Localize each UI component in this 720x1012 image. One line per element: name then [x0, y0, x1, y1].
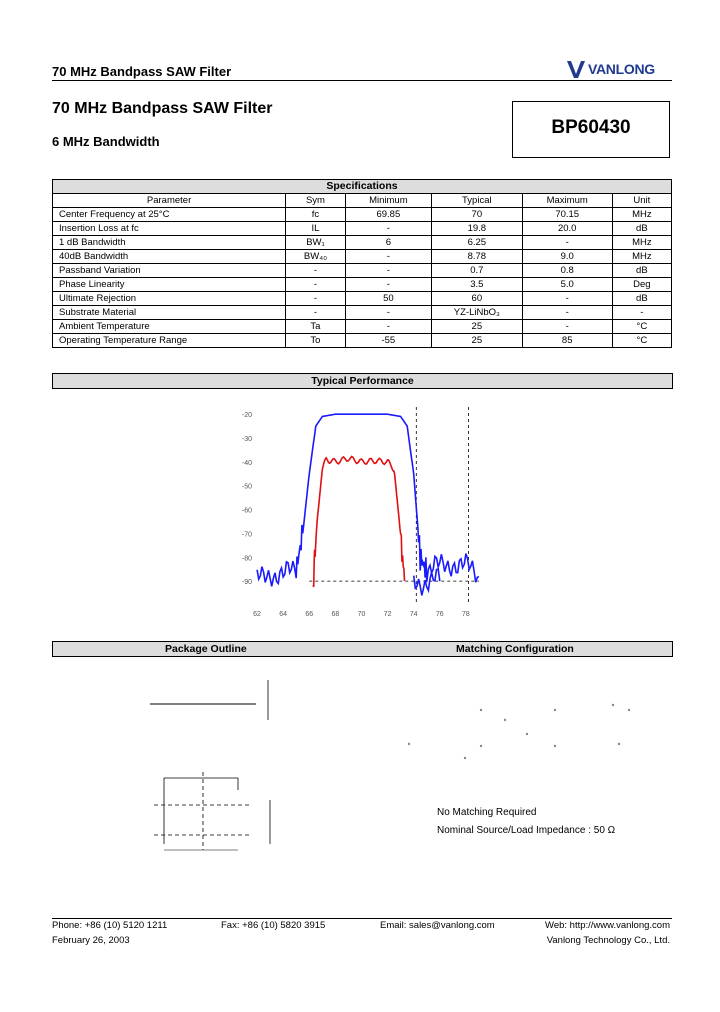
frequency-response-chart — [230, 405, 500, 620]
table-cell: Ta — [286, 320, 346, 334]
table-cell: Deg — [612, 278, 671, 292]
specifications-caption: Specifications — [53, 180, 672, 194]
series-line — [313, 457, 404, 587]
table-cell: - — [345, 222, 431, 236]
table-cell: 60 — [431, 292, 522, 306]
series-line — [257, 414, 479, 586]
package-outline-drawing — [140, 672, 290, 862]
table-cell: Passband Variation — [53, 264, 286, 278]
x-tick-label: 70 — [357, 611, 366, 618]
y-tick-label: -40 — [241, 459, 252, 467]
y-tick-label: -20 — [241, 412, 252, 420]
table-cell: Ambient Temperature — [53, 320, 286, 334]
specifications-body — [53, 194, 672, 348]
table-cell: YZ-LiNbO₃ — [431, 306, 522, 320]
impedance-note: Nominal Source/Load Impedance : 50 Ω — [437, 825, 616, 836]
table-cell: dB — [612, 264, 671, 278]
x-tick-label: 72 — [383, 611, 392, 618]
column-header: Maximum — [522, 194, 612, 208]
table-cell: MHz — [612, 236, 671, 250]
table-row — [53, 250, 672, 264]
footer-web[interactable]: Web: http://www.vanlong.com — [545, 920, 670, 931]
table-cell: 25 — [431, 320, 522, 334]
footer-fax: Fax: +86 (10) 5820 3915 — [221, 920, 326, 931]
table-cell: Substrate Material — [53, 306, 286, 320]
y-tick-label: -70 — [241, 531, 252, 539]
footer-email[interactable]: Email: sales@vanlong.com — [380, 920, 495, 931]
table-cell: 19.8 — [431, 222, 522, 236]
brand-logo — [566, 58, 672, 80]
table-row — [53, 208, 672, 222]
column-header: Minimum — [345, 194, 431, 208]
x-tick-label: 78 — [461, 611, 470, 618]
product-title: 70 MHz Bandpass SAW Filter — [52, 100, 273, 117]
table-cell: - — [286, 292, 346, 306]
table-cell: - — [286, 264, 346, 278]
table-cell: Insertion Loss at fc — [53, 222, 286, 236]
table-cell: 20.0 — [522, 222, 612, 236]
table-row — [53, 292, 672, 306]
table-cell: °C — [612, 334, 671, 348]
table-cell: 70 — [431, 208, 522, 222]
table-cell: - — [522, 320, 612, 334]
table-cell: 8.78 — [431, 250, 522, 264]
table-cell: Ultimate Rejection — [53, 292, 286, 306]
table-cell: 9.0 — [522, 250, 612, 264]
table-row — [53, 222, 672, 236]
table-cell: 69.85 — [345, 208, 431, 222]
table-row — [53, 334, 672, 348]
table-cell: MHz — [612, 250, 671, 264]
footer-date: February 26, 2003 — [52, 935, 130, 946]
matching-configuration-drawing — [395, 690, 645, 770]
column-header: Parameter — [53, 194, 286, 208]
table-cell: IL — [286, 222, 346, 236]
column-header: Sym — [286, 194, 346, 208]
typical-performance-caption: Typical Performance — [52, 373, 673, 389]
table-row — [53, 264, 672, 278]
table-cell: -55 — [345, 334, 431, 348]
table-cell: - — [286, 278, 346, 292]
table-cell: 5.0 — [522, 278, 612, 292]
table-cell: 25 — [431, 334, 522, 348]
specifications-table — [52, 179, 672, 348]
package-caption-bar — [52, 641, 673, 657]
table-cell: 0.8 — [522, 264, 612, 278]
table-cell: To — [286, 334, 346, 348]
table-cell: - — [345, 250, 431, 264]
part-number-box — [512, 101, 670, 158]
header-rule — [52, 80, 672, 81]
table-cell: 6 — [345, 236, 431, 250]
table-cell: 0.7 — [431, 264, 522, 278]
part-number: BP60430 — [551, 117, 631, 138]
y-tick-label: -30 — [241, 436, 252, 444]
table-cell: - — [345, 306, 431, 320]
x-tick-label: 76 — [435, 611, 444, 618]
column-header: Typical — [431, 194, 522, 208]
table-cell: 85 — [522, 334, 612, 348]
footer-rule — [52, 918, 672, 919]
table-cell: Center Frequency at 25°C — [53, 208, 286, 222]
x-tick-label: 64 — [279, 611, 288, 618]
table-cell: 3.5 — [431, 278, 522, 292]
y-tick-label: -90 — [241, 579, 252, 587]
table-cell: 70.15 — [522, 208, 612, 222]
y-tick-label: -80 — [241, 555, 252, 563]
column-header: Unit — [612, 194, 671, 208]
table-cell: 50 — [345, 292, 431, 306]
table-cell: dB — [612, 292, 671, 306]
table-cell: MHz — [612, 208, 671, 222]
table-cell: °C — [612, 320, 671, 334]
table-cell: - — [522, 306, 612, 320]
footer-phone: Phone: +86 (10) 5120 1211 — [52, 920, 168, 931]
logo-text: VANLONG — [588, 61, 655, 77]
x-tick-label: 68 — [331, 611, 340, 618]
table-cell: 1 dB Bandwidth — [53, 236, 286, 250]
package-outline-caption: Package Outline — [165, 643, 247, 655]
table-row — [53, 278, 672, 292]
matching-configuration-caption: Matching Configuration — [456, 643, 574, 655]
table-cell: - — [522, 292, 612, 306]
matching-note: No Matching Required — [437, 807, 537, 818]
x-tick-label: 74 — [409, 611, 418, 618]
table-cell: BW₁ — [286, 236, 346, 250]
footer-company: Vanlong Technology Co., Ltd. — [546, 935, 670, 946]
table-row — [53, 236, 672, 250]
table-cell: - — [345, 278, 431, 292]
table-cell: BW₄₀ — [286, 250, 346, 264]
table-row — [53, 306, 672, 320]
table-cell: - — [345, 320, 431, 334]
header-title: 70 MHz Bandpass SAW Filter — [52, 64, 232, 79]
y-tick-label: -50 — [241, 483, 252, 491]
y-tick-label: -60 — [241, 507, 252, 515]
x-tick-label: 66 — [305, 611, 314, 618]
table-cell: dB — [612, 222, 671, 236]
table-cell: Phase Linearity — [53, 278, 286, 292]
x-tick-label: 62 — [253, 611, 261, 618]
table-cell: - — [345, 264, 431, 278]
table-cell: Operating Temperature Range — [53, 334, 286, 348]
table-cell: - — [522, 236, 612, 250]
vanlong-logo-icon — [566, 59, 586, 79]
table-row — [53, 320, 672, 334]
table-cell: - — [612, 306, 671, 320]
table-cell: fc — [286, 208, 346, 222]
table-cell: - — [286, 306, 346, 320]
table-cell: 6.25 — [431, 236, 522, 250]
product-subtitle: 6 MHz Bandwidth — [52, 134, 160, 149]
table-cell: 40dB Bandwidth — [53, 250, 286, 264]
